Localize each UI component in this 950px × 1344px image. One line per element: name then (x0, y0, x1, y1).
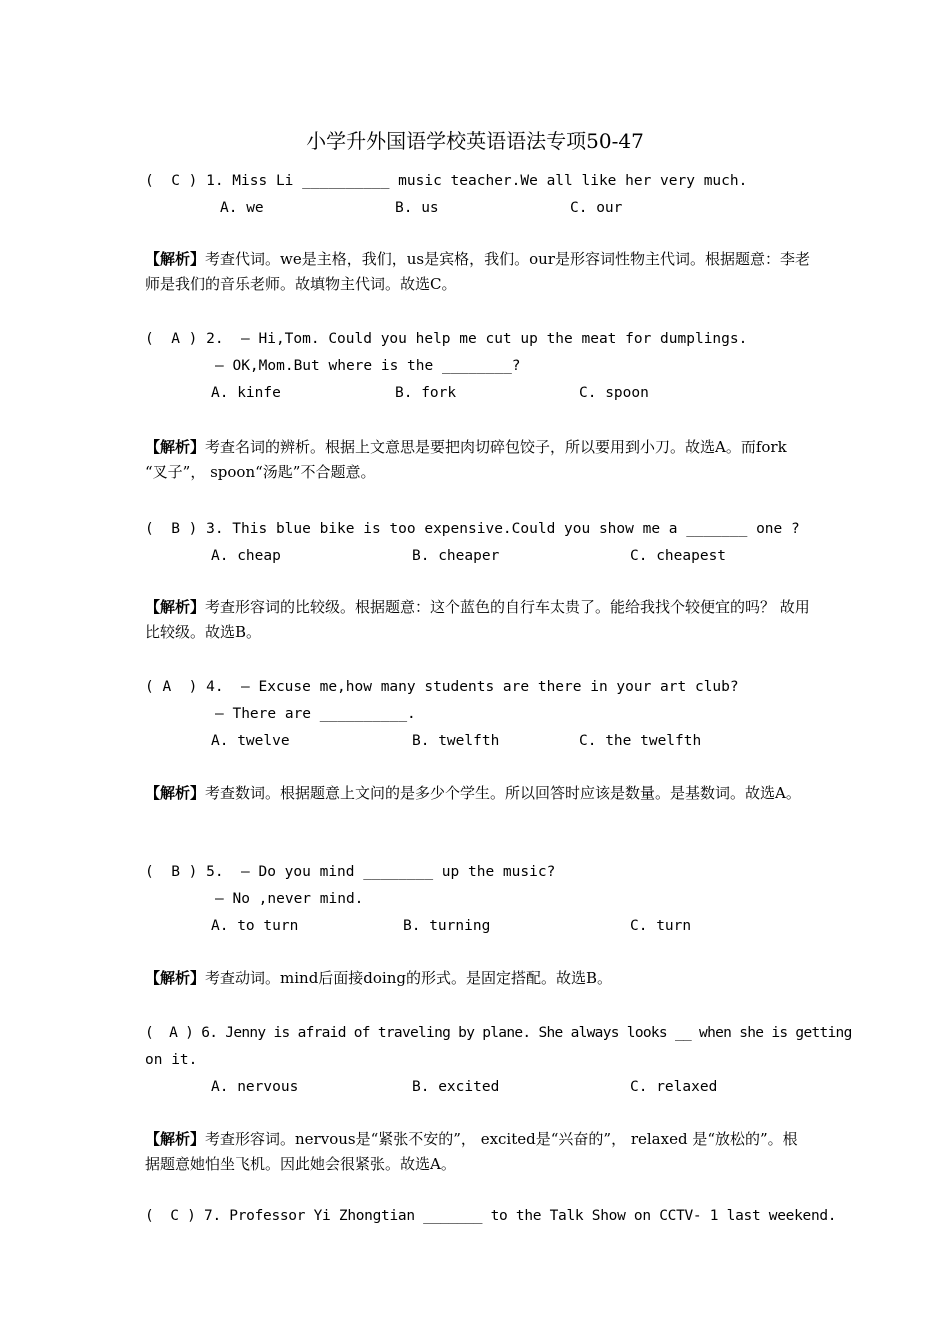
question-7-stem: ( C ) 7. Professor Yi Zhongtian _______ to the Talk Show on CCTV- 1 last weekend. (145, 1208, 837, 1224)
question-4-option-c: C. the twelfth (579, 733, 702, 749)
analysis-4 (145, 781, 810, 806)
analysis-2 (145, 435, 810, 485)
analysis-1 (145, 247, 810, 297)
question-1-option-b: B. us (395, 200, 439, 216)
analysis-text: 考查名词的辨析。根据上文意思是要把肉切碎包饺子，所以要用到小刀。故选A。而fork “叉子”， spoon“汤匙”不合题意。 (145, 438, 787, 481)
analysis-text: 考查形容词的比较级。根据题意：这个蓝色的自行车太贵了。能给我找个较便宜的吗？ 故用比较级。故选B。 (145, 598, 810, 641)
question-3-option-b: B. cheaper (412, 548, 500, 564)
question-2-stem: ( A ) 2. – Hi,Tom. Could you help me cut up the meat for dumplings. (145, 331, 748, 347)
question-6-option-a: A. nervous (211, 1079, 299, 1095)
analysis-text: 考查形容词。nervous是“紧张不安的”， excited是“兴奋的”， relaxed 是“放松的”。根据题意她怕坐飞机。因此她会很紧张。故选A。 (145, 1130, 798, 1173)
question-1-option-c: C. our (570, 200, 623, 216)
analysis-label: 【解析】 (145, 250, 206, 268)
page-title: 小学升外国语学校英语语法专项50-47 (306, 129, 644, 153)
question-2-option-a: A. kinfe (211, 385, 281, 401)
analysis-label: 【解析】 (145, 969, 206, 987)
question-1-option-a: A. we (220, 200, 264, 216)
analysis-label: 【解析】 (145, 438, 206, 456)
analysis-label: 【解析】 (145, 784, 206, 802)
analysis-6 (145, 1127, 810, 1177)
question-2-option-c: C. spoon (579, 385, 649, 401)
analysis-5 (145, 966, 810, 991)
question-5-option-c: C. turn (630, 918, 692, 934)
question-2-stem-reply: – OK,Mom.But where is the ________? (215, 358, 521, 374)
analysis-3 (145, 595, 810, 645)
analysis-text: 考查数词。根据题意上文问的是多少个学生。所以回答时应该是数量。是基数词。故选A。 (205, 784, 801, 802)
question-3-option-c: C. cheapest (630, 548, 727, 564)
question-6-stem: ( A ) 6. Jenny is afraid of traveling by plane. She always looks __ when she is getting (145, 1025, 852, 1041)
analysis-label: 【解析】 (145, 1130, 206, 1148)
question-4-option-a: A. twelve (211, 733, 290, 749)
question-1-stem: ( C ) 1. Miss Li __________ music teacher.We all like her very much. (145, 173, 748, 189)
analysis-label: 【解析】 (145, 598, 206, 616)
question-6-option-c: C. relaxed (630, 1079, 718, 1095)
question-3-stem: ( B ) 3. This blue bike is too expensive.Could you show me a _______ one ? (145, 521, 800, 537)
question-4-option-b: B. twelfth (412, 733, 500, 749)
analysis-text: 考查动词。mind后面接doing的形式。是固定搭配。故选B。 (205, 969, 613, 987)
question-3-option-a: A. cheap (211, 548, 281, 564)
question-6-stem-continued: on it. (145, 1052, 198, 1068)
question-5-option-a: A. to turn (211, 918, 299, 934)
question-5-stem: ( B ) 5. – Do you mind ________ up the music? (145, 864, 556, 880)
question-2-option-b: B. fork (395, 385, 457, 401)
question-4-stem-reply: – There are __________. (215, 706, 416, 722)
question-5-stem-reply: – No ,never mind. (215, 891, 364, 907)
question-5-option-b: B. turning (403, 918, 491, 934)
analysis-text: 考查代词。we是主格，我们，us是宾格，我们。our是形容词性物主代词。根据题意：李老师是我们的音乐老师。故填物主代词。故选C。 (145, 250, 810, 293)
question-6-option-b: B. excited (412, 1079, 500, 1095)
question-4-stem: ( A ) 4. – Excuse me,how many students are there in your art club? (145, 679, 739, 695)
